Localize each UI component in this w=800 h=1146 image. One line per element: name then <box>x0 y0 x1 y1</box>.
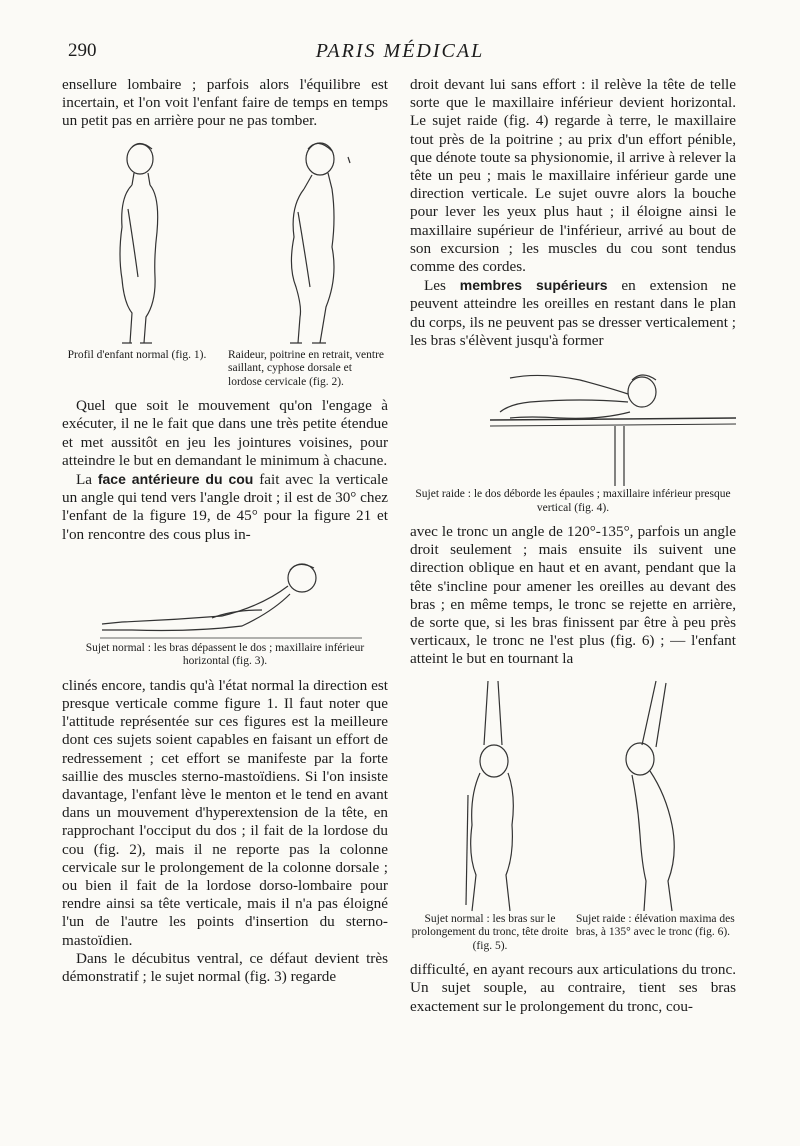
figure-5 <box>410 675 570 954</box>
figure-3 <box>62 550 388 669</box>
page-number: 290 <box>68 40 97 61</box>
figure-5-caption: Sujet normal : les bras sur le prolongement du tronc, tête droite (fig. 5). <box>411 912 569 952</box>
figure-2-caption: Raideur, poitrine en retrait, ventre saillant, cyphose dorsale et lordose cervicale (fig. 2). <box>228 348 385 388</box>
figure-5-illustration <box>410 675 570 913</box>
figure-1 <box>62 137 212 390</box>
figures-1-2 <box>62 137 388 390</box>
right-paragraph-2-rest: en extension ne peuvent atteindre les oreilles en restant dans le plan du corps, ils ne peuvent pas se dresser verticalement ; les bras s'élèvent jusqu'à former <box>410 277 736 349</box>
left-paragraph-2 <box>62 470 388 544</box>
right-paragraph-1: droit devant lui sans effort : il relève la tête de telle sorte que le maxillaire inférieur devient horizontal. Le sujet raide (fig. 4) regarde à terre, le maxillaire tout près de la poitrine ; au prix d'un effort pénible, que dénote toute sa physionomie, il arrive à relever la tête un peu ; mais le maxillaire inférieur garde une direction verticale. Le sujet ouvre alors la bouche pour lever les yeux plus haut ; il éloigne ainsi le maxillaire supérieur de l'inférieur, arrivé au bout de son excursion ; les muscles du cou sont tendus comme des cordes. <box>410 76 736 276</box>
figure-4-illustration <box>410 358 736 488</box>
neck-front-heading: face antérieure du cou <box>97 470 254 487</box>
left-paragraph-2-start: La <box>76 470 98 488</box>
figure-1-illustration <box>62 137 212 349</box>
left-paragraph-4: Dans le décubitus ventral, ce défaut devient très démonstratif ; le sujet normal (fig. 3) regarde <box>62 949 388 985</box>
figure-6-caption: Sujet raide : élévation maxima des bras, à 135° avec le tronc (fig. 6). <box>576 912 735 939</box>
figure-6-illustration <box>576 675 736 913</box>
figure-3-illustration <box>62 550 388 642</box>
left-paragraph-2-rest: fait avec la verticale un angle qui tend vers l'angle droit ; il est de 30° chez l'enfant de la figure 19, de 45° pour la figure 21 et l'on rencontre des cous plus in- <box>62 470 388 543</box>
left-paragraph-3: clinés encore, tandis qu'à l'état normal la direction est presque verticale comme figure 1. Il faut noter que l'attitude représentée sur ces figures est la meilleure dont ces sujets soient capables en faisant un effort de redressement ; cet effort se manifeste par la forte saillie des muscles sterno-mastoïdiens. Si l'on insiste davantage, l'enfant lève le menton et le tend en avant dans un mouvement d'hyperextension de la tête, en rapprochant l'occiput du dos ; il fait de la lordose du cou (fig. 2), mais il ne reporte pas la colonne cervicale sur le prolongement de la colonne dorsale ; ou bien il fait de la lordose dorso-lombaire pour rendre ainsi sa tête verticale, mais il n'a pas éloigné l'un de l'autre les points d'insertion du sterno-mastoïdien. <box>62 676 388 949</box>
figures-5-6 <box>410 675 736 954</box>
right-column <box>410 76 736 1016</box>
right-paragraph-2 <box>410 276 736 350</box>
running-head: PARIS MÉDICAL <box>315 40 485 62</box>
left-paragraph-1: Quel que soit le mouvement qu'on l'engage à exécuter, il ne le fait que dans une très petite étendue et met aussitôt en jeu les jointures voisines, pour atteindre le but en demandant le minimum à chacune. <box>62 397 388 469</box>
figure-1-caption: Profil d'enfant normal (fig. 1). <box>67 348 207 361</box>
left-intro-paragraph: ensellure lombaire ; parfois alors l'équilibre est incertain, et l'on voit l'enfant faire de temps en temps un petit pas en arrière pour ne pas tomber. <box>62 76 388 130</box>
figure-4-caption: Sujet raide : le dos déborde les épaules ; maxillaire inférieur presque vertical (fig. 4). <box>415 488 731 514</box>
left-column <box>62 76 388 986</box>
right-paragraph-4: difficulté, en ayant recours aux articulations du tronc. Un sujet souple, au contraire, tient ses bras exactement sur le prolongement du tronc, cou- <box>410 961 736 1015</box>
figure-2-illustration <box>228 137 388 349</box>
figure-4 <box>410 358 736 515</box>
right-paragraph-3: avec le tronc un angle de 120°-135°, parfois un angle droit seulement ; mais ensuite ils suivent une direction oblique en haut et en avant, pendant que la tête s'incline pour amener les oreilles au devant des bras ; en même temps, le tronc se rejette en arrière, de sorte que, si les bras finissent par être à peu près verticaux, le tronc ne l'est plus (fig. 6) ; — l'enfant atteint le but en tournant la <box>410 523 736 668</box>
right-paragraph-2-start: Les <box>424 277 460 295</box>
figure-2 <box>228 137 388 390</box>
figure-6 <box>576 675 736 954</box>
upper-limbs-heading: membres supérieurs <box>459 277 608 294</box>
figure-3-caption: Sujet normal : les bras dépassent le dos ; maxillaire inférieur horizontal (fig. 3). <box>85 641 365 668</box>
